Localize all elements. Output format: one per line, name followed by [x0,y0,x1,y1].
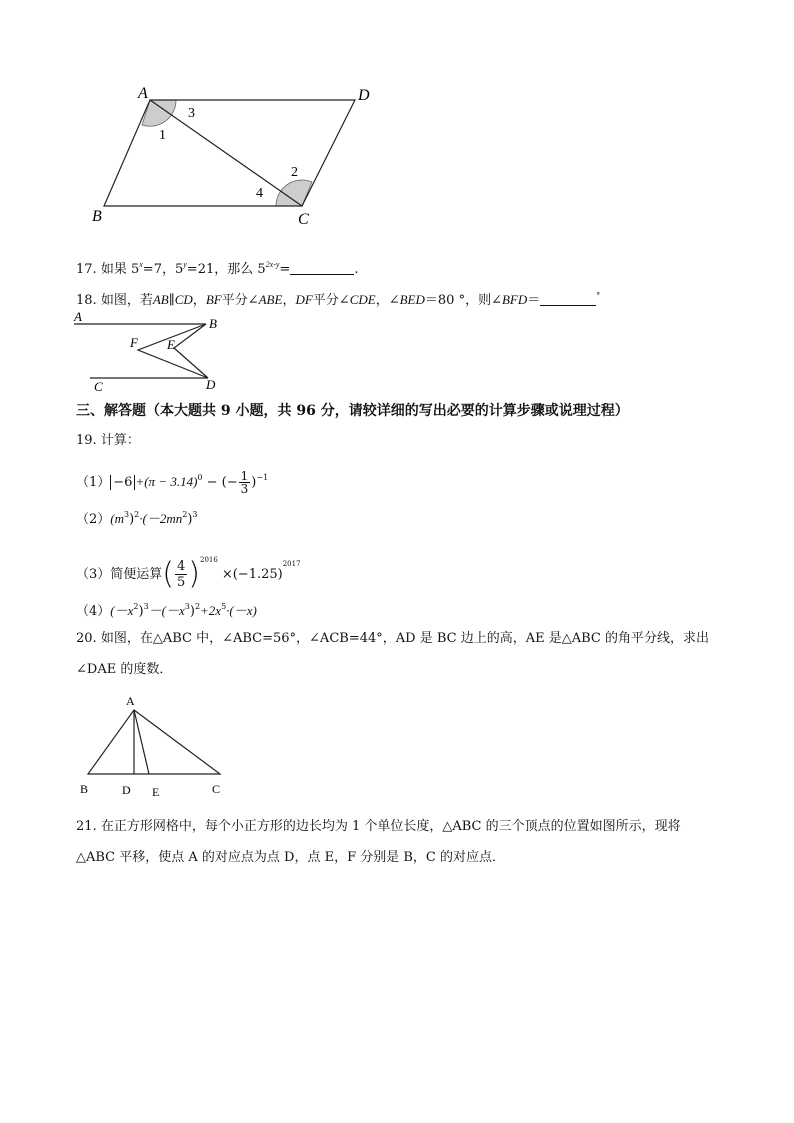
q19-p3-exp2: 2017 [282,560,301,568]
label-c: C [298,211,309,228]
label-4: 4 [256,186,263,201]
q18-ab-cd: AB∥CD [152,292,193,307]
q19-p4-t4: ) [189,604,195,619]
label-a: A [126,694,135,708]
q19-p2-t3: ·(－2mn [139,511,183,526]
q19-p1-abs: −6 [110,475,135,490]
q19-part-1 [76,464,269,496]
q19-p4-t2: ) [138,604,144,619]
q19-p2-t4: ) [187,512,193,527]
figure-parallelogram [80,78,390,233]
question-21 [76,818,681,836]
label-1: 1 [159,128,166,143]
figure-parallel-lines [70,310,240,395]
q19-p2-e4: 3 [192,510,198,519]
angle-arc-a [150,90,179,100]
q21-line1: 在正方形网格中，每个小正方形的边长均为 1 个单位长度，△ABC 的三个顶点的位置如图所示，现将 [100,819,681,834]
q19-p4-e1: 2 [133,602,139,611]
q20-number: 20. [76,631,97,646]
question-18 [76,287,600,310]
label-d: D [358,87,370,104]
q17-number: 17. [76,262,97,277]
q19-p3-label: （3）简便运算 [76,567,163,582]
q19-p4-e4: 2 [194,602,201,611]
label-a: A [138,85,148,102]
triangle-abc [88,710,220,774]
q19-p4-t1: (－x [110,603,134,618]
q19-title: 计算： [100,433,140,448]
q18-df: DF [295,292,313,307]
q19-p3-den: 5 [177,575,186,590]
section-3-title: 三、解答题（本大题共 9 小题，共 96 分，请较详细的写出必要的计算步骤或说理过程） [76,403,629,419]
q18-answer-blank[interactable] [540,293,596,306]
question-20-line2 [76,661,172,679]
q17-exp-y: y [183,260,187,269]
sector-at-vertex-c [276,180,312,206]
q18-sep5: ，∠ [375,293,400,308]
label-a: A [74,310,82,324]
q19-part-3 [76,540,301,592]
figure-triangle [72,690,242,800]
q18-sep6: ＝80 °，则∠ [424,293,502,308]
q19-p1-exp0: 0 [197,473,203,482]
q18-sep7: ＝ [527,293,541,308]
q19-p4-t6: ·(－x) [226,603,257,618]
q19-number: 19. [76,433,97,448]
q17-answer-blank[interactable] [290,262,354,275]
q19-p2-t2: ) [129,512,135,527]
question-17 [76,256,358,279]
q19-part-2 [76,506,198,529]
q19-p2-e1: 3 [124,510,130,519]
q18-bfd: BFD [501,292,528,307]
q19-p4-e2: 3 [143,602,149,611]
q18-abe: ABE [258,292,283,307]
q17-text-mid2: =21，那么 5 [186,262,266,277]
q19-p3-paren-close: ) [188,556,200,592]
q19-p4-label: （4） [76,604,111,619]
q19-p1-label: （1） [76,475,111,490]
q19-p4-e5: 5 [221,602,227,611]
q19-p3-base2: (−1.25) [232,567,283,582]
q18-text: 如图，若 [100,293,153,308]
q19-p1-den: 3 [240,482,249,496]
q19-p1-minus: − (− [202,475,238,490]
question-20 [76,630,709,648]
q18-cde: CDE [349,292,376,307]
label-c: C [94,379,103,394]
q19-p1-fraction [239,470,251,495]
q21-line2: △ABC 平移，使点 A 的对应点为点 D，点 E，F 分别是 B，C 的对应点． [76,850,506,865]
q18-bf: BF [205,292,222,307]
q17-text-mid1: =7，5 [142,262,184,277]
label-e: E [152,785,160,799]
q19-p2-e2: 2 [134,510,140,519]
q17-exp-x: x [139,260,143,269]
label-f: F [130,335,138,350]
label-b: B [92,208,102,225]
q18-number: 18. [76,293,97,308]
q18-degree: ° [596,291,601,300]
diagonal-ac [150,100,302,206]
label-c: C [212,782,221,796]
q17-text-end: = [279,262,291,277]
q19-p3-exp1: 2016 [200,556,218,564]
q18-sep1: ， [192,293,206,308]
q19-p1-num: 1 [240,469,249,483]
label-b: B [209,316,217,331]
q19-p2-t1: (m [110,511,124,526]
q19-p1-close: ) [251,475,257,490]
q17-text: 如果 5 [100,262,140,277]
label-e: E [167,337,175,352]
label-d: D [206,377,216,392]
q18-sep4: 平分∠ [312,293,350,308]
q19-p4-e3: 3 [184,602,190,611]
q17-exp-2xy: 2x-y [265,260,280,269]
q19-p4-t5: +2x [200,603,222,618]
q19-p3-times: × [221,567,233,582]
label-b: B [80,782,89,796]
q19-p3-num: 4 [177,559,186,574]
q19-p1-mid: +(π − 3.14) [135,474,198,489]
q21-number: 21. [76,819,97,834]
q19-p1-exp: −1 [256,473,269,482]
q18-sep2: 平分∠ [221,293,259,308]
path-b-e-d [174,324,208,378]
q19-part-4 [76,598,257,621]
question-19 [76,432,140,450]
q20-line2: ∠DAE 的度数． [76,662,173,677]
q18-bed: BED [399,292,425,307]
q17-tail: . [354,262,359,277]
label-d: D [122,783,131,797]
question-21-line2 [76,849,505,867]
q19-p2-e3: 2 [182,510,188,519]
label-2: 2 [291,165,298,180]
q18-sep3: ， [282,293,296,308]
q19-p4-t3: －(－x [148,603,185,618]
q20-line1: 如图，在△ABC 中，∠ABC=56°，∠ACB=44°，AD 是 BC 边上的高，AE 是△ABC 的角平分线，求出 [100,631,709,646]
label-3: 3 [188,106,195,121]
q19-p2-label: （2） [76,512,111,527]
q19-p3-paren-open: ( [162,556,174,592]
q19-p3-fraction [175,559,187,590]
